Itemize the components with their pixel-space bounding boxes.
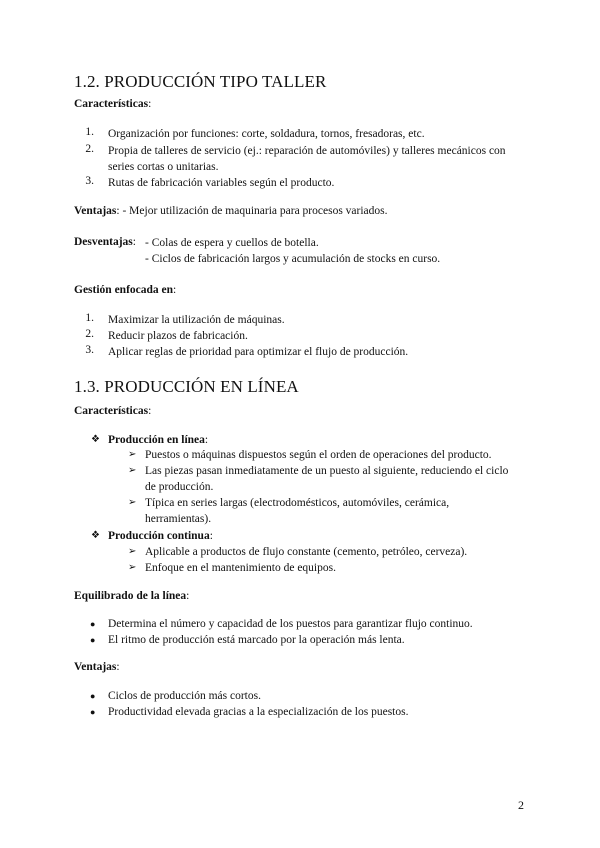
desventajas-label: Desventajas: <box>74 236 136 248</box>
arrow-bullet-icon: ➢ <box>128 465 137 476</box>
diamond-bullet-icon: ❖ <box>91 530 100 541</box>
list-item-continued: de producción. <box>145 481 214 493</box>
list-number: 1. <box>85 126 94 138</box>
caracteristicas-label: Características: <box>74 98 152 110</box>
subheading-produccion-en-linea: Producción en línea: <box>108 434 209 446</box>
list-item: Puestos o máquinas dispuestos según el orden de operaciones del producto. <box>145 449 492 461</box>
arrow-bullet-icon: ➢ <box>128 562 137 573</box>
list-item-continued: herramientas). <box>145 513 212 525</box>
list-item: Las piezas pasan inmediatamente de un puesto al siguiente, reduciendo el ciclo <box>145 465 509 477</box>
list-number: 3. <box>85 175 94 187</box>
desventaja-item: - Ciclos de fabricación largos y acumulación de stocks en curso. <box>145 253 441 265</box>
desventaja-item: - Colas de espera y cuellos de botella. <box>145 237 319 249</box>
list-number: 2. <box>85 328 94 340</box>
list-item: Ciclos de producción más cortos. <box>108 690 261 702</box>
list-item: Propia de talleres de servicio (ej.: reparación de automóviles) y talleres mecánicos con <box>108 145 506 157</box>
gestion-label: Gestión enfocada en: <box>74 284 177 296</box>
subheading-produccion-continua: Producción continua: <box>108 530 213 542</box>
list-item: Aplicar reglas de prioridad para optimizar el flujo de producción. <box>108 346 409 358</box>
arrow-bullet-icon: ➢ <box>128 546 137 557</box>
ventajas-label: Ventajas: <box>74 661 120 673</box>
list-number: 1. <box>85 312 94 324</box>
section-heading-1-3: 1.3. PRODUCCIÓN EN LÍNEA <box>74 377 299 396</box>
list-number: 3. <box>85 344 94 356</box>
list-number: 2. <box>85 143 94 155</box>
bullet-icon: ● <box>90 619 96 629</box>
list-item: El ritmo de producción está marcado por la operación más lenta. <box>108 634 405 646</box>
list-item: Determina el número y capacidad de los puestos para garantizar flujo continuo. <box>108 618 473 630</box>
list-item: Aplicable a productos de flujo constante (cemento, petróleo, cerveza). <box>145 546 468 558</box>
list-item: Rutas de fabricación variables según el producto. <box>108 177 335 189</box>
ventajas-line: Ventajas: - Mejor utilización de maquinaria para procesos variados. <box>74 205 388 217</box>
list-item: Productividad elevada gracias a la especialización de los puestos. <box>108 706 409 718</box>
page-number: 2 <box>518 798 524 812</box>
equilibrado-label: Equilibrado de la línea: <box>74 590 190 602</box>
list-item: Enfoque en el mantenimiento de equipos. <box>145 562 336 574</box>
list-item: Reducir plazos de fabricación. <box>108 330 248 342</box>
list-item: Típica en series largas (electrodomésticos, automóviles, cerámica, <box>145 497 450 509</box>
diamond-bullet-icon: ❖ <box>91 434 100 445</box>
bullet-icon: ● <box>90 707 96 717</box>
arrow-bullet-icon: ➢ <box>128 449 137 460</box>
section-heading-1-2: 1.2. PRODUCCIÓN TIPO TALLER <box>74 72 327 91</box>
bullet-icon: ● <box>90 691 96 701</box>
caracteristicas-label: Características: <box>74 405 152 417</box>
list-item: Organización por funciones: corte, soldadura, tornos, fresadoras, etc. <box>108 128 425 140</box>
list-item: Maximizar la utilización de máquinas. <box>108 314 285 326</box>
arrow-bullet-icon: ➢ <box>128 497 137 508</box>
list-item-continued: series cortas o unitarias. <box>108 161 219 173</box>
bullet-icon: ● <box>90 635 96 645</box>
